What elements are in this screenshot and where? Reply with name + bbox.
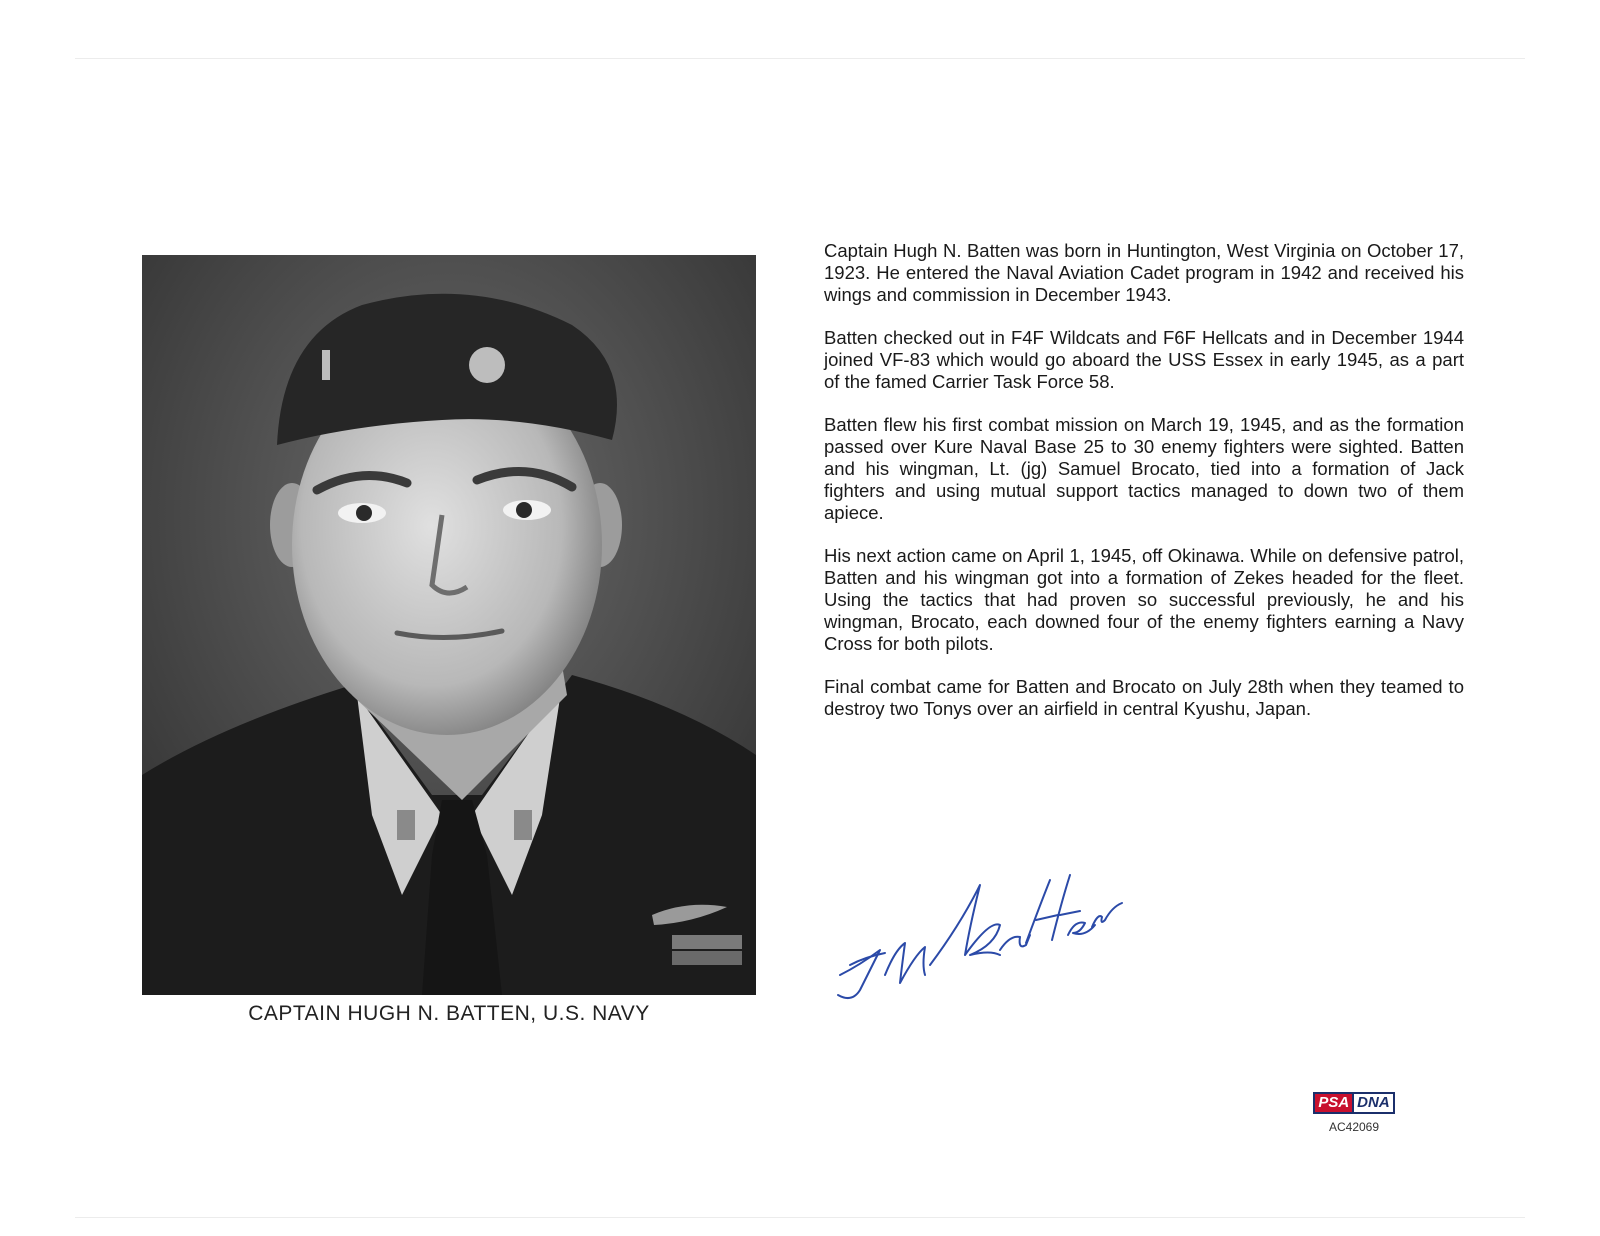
bio-paragraph: His next action came on April 1, 1945, off Okinawa. While on defensive patrol, Batten and his wingman got into a formation of Zekes headed for the fleet. Using the tactics that had proven so successful previously, he and his wingman, Brocato, each downed four of the enemy fighters earning a Navy Cross for both pilots. <box>824 545 1464 654</box>
bio-paragraph: Batten flew his first combat mission on March 19, 1945, and as the formation passed over Kure Naval Base 25 to 30 enemy fighters were sighted. Batten and his wingman, Lt. (jg) Samuel Brocato, tied into a formation of Jack fighters and using mutual support tactics managed to down two of them apiece. <box>824 414 1464 523</box>
biography-text <box>824 240 1464 741</box>
authentication-sticker <box>1308 1092 1400 1134</box>
bio-paragraph: Batten checked out in F4F Wildcats and F6F Hellcats and in December 1944 joined VF-83 which would go aboard the USS Essex in early 1945, as a part of the famed Carrier Task Force 58. <box>824 327 1464 392</box>
dna-logo-text: DNA <box>1352 1094 1393 1112</box>
autograph-signature <box>830 825 1130 1005</box>
photo-caption: CAPTAIN HUGH N. BATTEN, U.S. NAVY <box>248 1002 650 1025</box>
psa-logo-text: PSA <box>1315 1094 1352 1112</box>
bio-paragraph: Captain Hugh N. Batten was born in Huntington, West Virginia on October 17, 1923. He entered the Naval Aviation Cadet program in 1942 and received his wings and commission in December 1943. <box>824 240 1464 305</box>
psa-dna-logo <box>1313 1092 1394 1114</box>
bio-paragraph: Final combat came for Batten and Brocato on July 28th when they teamed to destroy two Tonys over an airfield in central Kyushu, Japan. <box>824 676 1464 719</box>
portrait-photo <box>142 255 756 995</box>
certificate-number: AC42069 <box>1328 1120 1380 1134</box>
